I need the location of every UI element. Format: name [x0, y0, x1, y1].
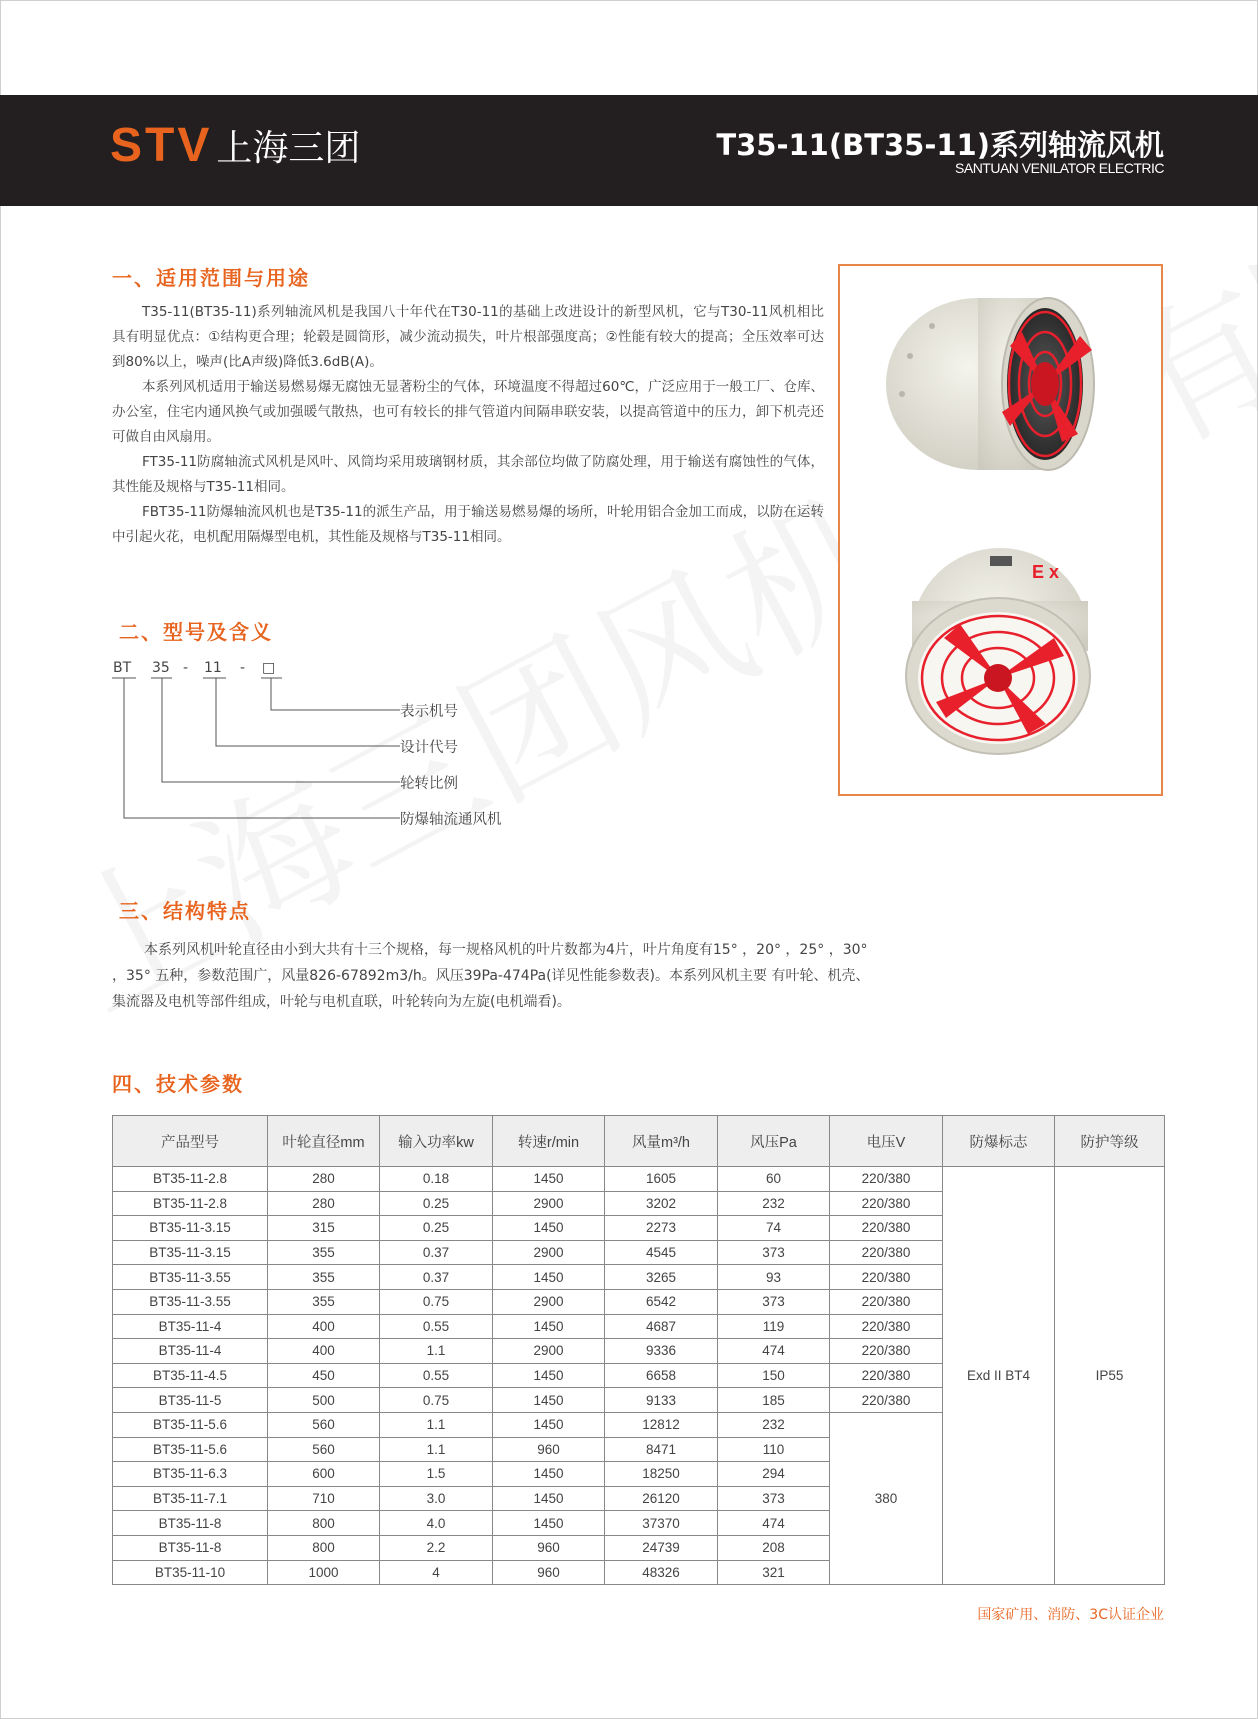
table-cell: 1.5: [380, 1462, 493, 1487]
table-cell: 0.25: [380, 1191, 493, 1216]
table-cell: BT35-11-3.55: [113, 1289, 268, 1314]
table-cell: 294: [718, 1462, 830, 1487]
table-cell: 220/380: [830, 1339, 943, 1364]
table-cell: 373: [718, 1240, 830, 1265]
table-cell: 321: [718, 1560, 830, 1585]
table-cell: 600: [268, 1462, 380, 1487]
table-cell: 560: [268, 1437, 380, 1462]
table-cell: 400: [268, 1314, 380, 1339]
table-cell: 800: [268, 1535, 380, 1560]
table-cell: 110: [718, 1437, 830, 1462]
table-cell: 208: [718, 1535, 830, 1560]
table-cell: 150: [718, 1363, 830, 1388]
table-cell: 355: [268, 1265, 380, 1290]
column-header: 风压Pa: [718, 1116, 830, 1167]
table-cell: 6658: [605, 1363, 718, 1388]
table-cell: 1450: [493, 1265, 605, 1290]
table-cell: 2900: [493, 1339, 605, 1364]
table-cell: 3.0: [380, 1486, 493, 1511]
column-header: 转速r/min: [493, 1116, 605, 1167]
table-cell: 1450: [493, 1462, 605, 1487]
table-cell: BT35-11-8: [113, 1511, 268, 1536]
table-cell: 4: [380, 1560, 493, 1585]
table-cell: 1450: [493, 1511, 605, 1536]
table-cell: 373: [718, 1486, 830, 1511]
table-cell: 474: [718, 1511, 830, 1536]
table-cell: 9336: [605, 1339, 718, 1364]
explosion-mark-cell: Exd II BT4: [943, 1167, 1055, 1585]
table-cell: 60: [718, 1167, 830, 1192]
table-cell: 355: [268, 1240, 380, 1265]
table-cell: 315: [268, 1216, 380, 1241]
table-cell: 1450: [493, 1412, 605, 1437]
column-header: 电压V: [830, 1116, 943, 1167]
table-cell: 220/380: [830, 1191, 943, 1216]
table-cell: BT35-11-2.8: [113, 1167, 268, 1192]
table-cell: 220/380: [830, 1289, 943, 1314]
usage-paragraph: FT35-11防腐轴流式风机是风叶、风筒均采用玻璃钢材质，其余部位均做了防腐处理，用于输送有腐蚀性的气体，其性能及规格与T35-11相同。: [112, 454, 824, 495]
table-cell: 1000: [268, 1560, 380, 1585]
table-cell: BT35-11-2.8: [113, 1191, 268, 1216]
table-cell: 0.18: [380, 1167, 493, 1192]
model-label: 表示机号: [400, 704, 458, 720]
table-cell: 1450: [493, 1216, 605, 1241]
table-cell: 1.1: [380, 1339, 493, 1364]
table-cell: 2900: [493, 1191, 605, 1216]
table-cell: 373: [718, 1289, 830, 1314]
table-cell: BT35-11-6.3: [113, 1462, 268, 1487]
structure-text: [112, 937, 882, 1015]
usage-paragraph: T35-11(BT35-11)系列轴流风机是我国八十年代在T30-11的基础上改进设计的新型风机，它与T30-11风机相比具有明显优点：①结构更合理；轮毂是圆筒形，减少流动损失，叶片根部强度高；②性能有较大的提高；全压效率可达到80%以上，噪声(比A声级)降低3.6dB(A)。: [112, 304, 824, 370]
model-segment: □: [262, 660, 276, 676]
section-title-structure: 三、结构特点: [119, 899, 251, 923]
table-cell: 37370: [605, 1511, 718, 1536]
table-cell: 2.2: [380, 1535, 493, 1560]
table-cell: 2900: [493, 1289, 605, 1314]
table-cell: 220/380: [830, 1388, 943, 1413]
table-cell: 1450: [493, 1314, 605, 1339]
table-cell: BT35-11-7.1: [113, 1486, 268, 1511]
table-cell: 0.37: [380, 1240, 493, 1265]
ex-mark: E x: [1032, 562, 1060, 582]
table-cell: 0.37: [380, 1265, 493, 1290]
model-segment: 35: [152, 660, 170, 676]
table-cell: 4.0: [380, 1511, 493, 1536]
usage-text: [112, 300, 824, 550]
section-title-params: 四、技术参数: [112, 1072, 244, 1096]
usage-paragraph: 本系列风机适用于输送易燃易爆无腐蚀无显著粉尘的气体，环境温度不得超过60℃，广泛应用于一般工厂、仓库、办公室，住宅内通风换气或加强暖气散热，也可有较长的排气管道内间隔串联安装，以提高管道中的压力，卸下机壳还可做自由风扇用。: [112, 379, 824, 445]
footer-certification: 国家矿用、消防、3C认证企业: [977, 1607, 1164, 1623]
fan-image-front: [906, 548, 1090, 754]
table-cell: 6542: [605, 1289, 718, 1314]
table-cell: 232: [718, 1191, 830, 1216]
column-header: 防爆标志: [943, 1116, 1055, 1167]
structure-paragraph: 本系列风机叶轮直径由小到大共有十三个规格，每一规格风机的叶片数都为4片，叶片角度有15° ，20° ，25° ，30° ，35° 五种，参数范围广，风量826-67892m3/h。风压39Pa-474Pa(详见性能参数表)。本系列风机主要 有叶轮、机壳、集流器及电机等部件组成，叶轮与电机直联，叶轮转向为左旋(电机端看)。: [112, 942, 870, 1010]
parameters-table: [112, 1115, 1165, 1585]
table-cell: 1605: [605, 1167, 718, 1192]
table-cell: 4545: [605, 1240, 718, 1265]
table-cell: 1450: [493, 1167, 605, 1192]
table-cell: 280: [268, 1191, 380, 1216]
product-photo-frame: [838, 264, 1163, 796]
table-cell: 9133: [605, 1388, 718, 1413]
table-cell: 220/380: [830, 1265, 943, 1290]
model-segment: -: [240, 660, 246, 676]
logo-company-name: 上海三团: [216, 127, 361, 169]
table-cell: 232: [718, 1412, 830, 1437]
table-cell: 1450: [493, 1363, 605, 1388]
table-cell: BT35-11-3.15: [113, 1216, 268, 1241]
table-cell: 1450: [493, 1388, 605, 1413]
table-cell: BT35-11-4: [113, 1339, 268, 1364]
page-subtitle: SANTUAN VENILATOR ELECTRIC: [955, 160, 1164, 176]
table-cell: 8471: [605, 1437, 718, 1462]
table-cell: 220/380: [830, 1363, 943, 1388]
fan-image-side: [886, 298, 1094, 470]
table-header-row: [113, 1116, 1165, 1167]
table-cell: 960: [493, 1560, 605, 1585]
table-cell: 48326: [605, 1560, 718, 1585]
table-cell: 710: [268, 1486, 380, 1511]
table-cell: 2273: [605, 1216, 718, 1241]
page-title: T35-11(BT35-11)系列轴流风机: [716, 128, 1164, 162]
table-cell: 18250: [605, 1462, 718, 1487]
table-cell: BT35-11-10: [113, 1560, 268, 1585]
table-cell: 280: [268, 1167, 380, 1192]
table-cell: 960: [493, 1535, 605, 1560]
table-cell: 0.25: [380, 1216, 493, 1241]
table-cell: 355: [268, 1289, 380, 1314]
table-cell: 12812: [605, 1412, 718, 1437]
table-cell: 474: [718, 1339, 830, 1364]
table-cell: 4687: [605, 1314, 718, 1339]
table-cell: BT35-11-3.15: [113, 1240, 268, 1265]
table-cell: 26120: [605, 1486, 718, 1511]
model-connector-lines: [110, 656, 530, 826]
table-cell: BT35-11-3.55: [113, 1265, 268, 1290]
table-cell: 1.1: [380, 1437, 493, 1462]
table-cell: 0.75: [380, 1388, 493, 1413]
column-header: 叶轮直径mm: [268, 1116, 380, 1167]
table-cell: BT35-11-5.6: [113, 1412, 268, 1437]
table-cell: 220/380: [830, 1167, 943, 1192]
table-cell: 1.1: [380, 1412, 493, 1437]
column-header: 输入功率kw: [380, 1116, 493, 1167]
table-cell: 500: [268, 1388, 380, 1413]
table-cell: 220/380: [830, 1240, 943, 1265]
column-header: 防护等级: [1055, 1116, 1165, 1167]
fan-illustration: [840, 266, 1161, 794]
model-label: 设计代号: [400, 740, 458, 756]
table-cell: 93: [718, 1265, 830, 1290]
model-segment: -: [183, 660, 189, 676]
table-cell: 400: [268, 1339, 380, 1364]
table-cell: BT35-11-8: [113, 1535, 268, 1560]
table-cell: 380: [830, 1412, 943, 1584]
model-label: 轮转比例: [400, 776, 458, 792]
table-cell: 0.55: [380, 1314, 493, 1339]
section-title-model: 二、型号及含义: [119, 620, 273, 644]
usage-paragraph: FBT35-11防爆轴流风机也是T35-11的派生产品，用于输送易燃易爆的场所，叶轮用铝合金加工而成，以防在运转中引起火花，电机配用隔爆型电机，其性能及规格与T35-11相同。: [112, 504, 824, 545]
table-cell: BT35-11-4.5: [113, 1363, 268, 1388]
table-cell: 3202: [605, 1191, 718, 1216]
table-cell: 960: [493, 1437, 605, 1462]
table-cell: 220/380: [830, 1314, 943, 1339]
table-cell: 74: [718, 1216, 830, 1241]
section-title-usage: 一、适用范围与用途: [112, 266, 310, 290]
model-code-diagram: [110, 656, 530, 826]
model-segment: 11: [204, 660, 222, 676]
table-cell: 24739: [605, 1535, 718, 1560]
table-cell: 560: [268, 1412, 380, 1437]
protection-level-cell: IP55: [1055, 1167, 1165, 1585]
table-cell: BT35-11-5: [113, 1388, 268, 1413]
table-cell: 2900: [493, 1240, 605, 1265]
table-cell: 0.55: [380, 1363, 493, 1388]
header-bar: [0, 95, 1258, 206]
table-cell: 800: [268, 1511, 380, 1536]
logo-brand: STV: [110, 118, 213, 172]
model-segment: BT: [113, 660, 132, 676]
table-cell: BT35-11-4: [113, 1314, 268, 1339]
model-label: 防爆轴流通风机: [400, 812, 502, 828]
table-cell: 1450: [493, 1486, 605, 1511]
logo: [110, 115, 360, 175]
table-cell: 450: [268, 1363, 380, 1388]
table-cell: 0.75: [380, 1289, 493, 1314]
table-cell: 3265: [605, 1265, 718, 1290]
column-header: 风量m³/h: [605, 1116, 718, 1167]
table-cell: 185: [718, 1388, 830, 1413]
table-row: [113, 1167, 1165, 1192]
table-cell: BT35-11-5.6: [113, 1437, 268, 1462]
table-cell: 220/380: [830, 1216, 943, 1241]
table-body: [113, 1167, 1165, 1585]
column-header: 产品型号: [113, 1116, 268, 1167]
table-cell: 119: [718, 1314, 830, 1339]
